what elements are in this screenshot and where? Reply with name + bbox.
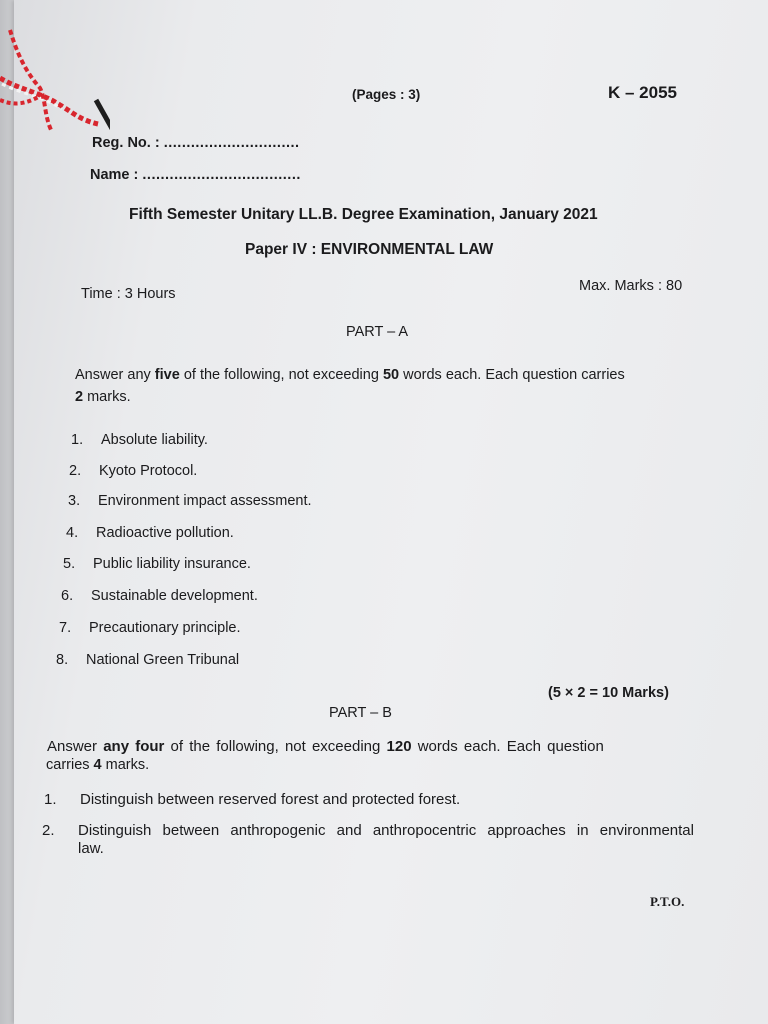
list-item [68,492,312,510]
instr-text: of the following, not exceeding [164,738,387,755]
pages-count: (Pages : 3) [352,87,421,102]
name-blank: ................................... [142,167,301,183]
instr-text: marks. [83,389,131,405]
question-number: 8. [56,652,69,668]
list-item [71,431,208,449]
question-text: Public liability insurance. [93,556,251,572]
instr-bold: 4 [93,757,102,773]
part-b-instructions-line1 [47,738,604,756]
part-a-heading: PART – A [346,324,409,340]
list-item [69,462,197,480]
pto-note: P.T.O. [650,894,685,909]
list-item [44,791,460,809]
instr-text: carries [46,757,94,773]
question-number: 5. [63,556,76,572]
exam-paper-sheet [14,0,768,1024]
question-number: 7. [59,620,72,636]
question-text: National Green Tribunal [86,652,240,668]
question-text: Environment impact assessment. [98,493,312,509]
instr-bold: any four [103,738,165,755]
list-item [66,524,234,542]
instr-text: Answer any [75,367,155,383]
name-field [90,166,301,184]
instr-text: words each. Each question carries [399,367,625,383]
instr-bold: 50 [382,367,400,383]
list-item [63,555,251,573]
reg-no-field [92,134,300,152]
list-item [42,822,694,858]
part-b-heading: PART – B [329,705,392,721]
question-number: 6. [61,588,74,604]
instr-text: Answer [47,738,104,755]
paper-code: K – 2055 [608,83,677,102]
paper-title: Paper IV : ENVIRONMENTAL LAW [245,241,494,258]
list-item [61,587,258,605]
max-marks: Max. Marks : 80 [579,278,683,294]
question-number: 1. [44,791,57,808]
question-text: Precautionary principle. [89,620,241,636]
question-number: 1. [71,432,84,448]
part-a-marks: (5 × 2 = 10 Marks) [548,685,669,701]
question-text: Sustainable development. [91,588,258,604]
part-a-instructions-line2 [75,388,131,406]
question-text: Kyoto Protocol. [99,463,198,479]
question-number: 4. [66,525,79,541]
name-label: Name : [90,167,139,183]
question-number: 2. [69,463,82,479]
instr-bold: five [154,367,180,383]
question-text: Distinguish between reserved forest and protected forest. [80,791,461,808]
instr-bold: 2 [75,389,84,405]
question-number: 3. [68,493,81,509]
list-item [59,619,241,637]
instr-bold: 120 [386,738,412,755]
exam-title: Fifth Semester Unitary LL.B. Degree Examination, January 2021 [129,206,598,223]
part-a-instructions-line1 [75,366,625,384]
question-text: Absolute liability. [101,432,208,448]
instr-text: marks. [101,757,150,773]
instr-text: words each. Each question [411,738,604,755]
instr-text: of the following, not exceeding [179,367,383,383]
part-b-instructions-line2 [46,756,149,774]
time-allowed: Time : 3 Hours [81,286,176,302]
question-text: Distinguish between anthropogenic and anthropocentric approaches in environmental law. [78,822,694,857]
reg-no-blank: .............................. [163,135,300,151]
question-number: 2. [42,822,55,839]
list-item [56,651,239,669]
question-text: Radioactive pollution. [96,525,234,541]
reg-no-label: Reg. No. : [92,135,160,151]
binding-thread-icon [0,20,110,140]
